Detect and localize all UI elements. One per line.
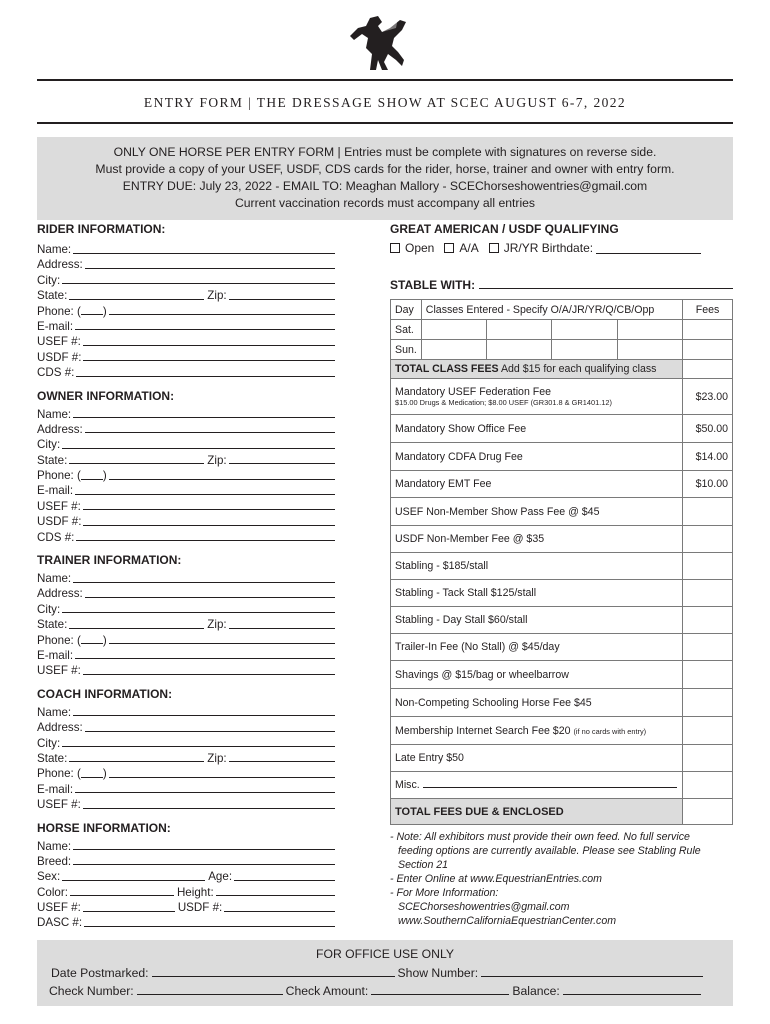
total-class-fees-amount[interactable] [683, 360, 733, 379]
fee-amount[interactable] [683, 717, 733, 745]
fee-row [391, 553, 733, 580]
top-rule [37, 79, 733, 81]
note-line: feeding options are currently available. Please see Stabling Rule [398, 845, 701, 857]
rider-city-field[interactable]: City: [37, 273, 335, 288]
notes [390, 830, 733, 928]
notice-line: ONLY ONE HORSE PER ENTRY FORM | Entries must be complete with signatures on reverse side. [113, 145, 657, 159]
notice-line: ENTRY DUE: July 23, 2022 - EMAIL TO: Meaghan Mallory - SCEChorseshowentries@gmail.com [122, 179, 648, 193]
owner-name-field[interactable]: Name: [37, 407, 335, 422]
table-header-row [391, 300, 733, 320]
trainer-state-zip-field[interactable]: State: Zip: [37, 617, 335, 632]
owner-usdf-field[interactable]: USDF #: [37, 514, 335, 529]
sun-row [391, 340, 733, 360]
fee-cell[interactable] [683, 340, 733, 360]
day-header: Day [391, 300, 422, 320]
fee-amount[interactable] [683, 553, 733, 580]
fee-row [391, 580, 733, 607]
misc-amount[interactable] [683, 772, 733, 799]
fee-amount: $14.00 [683, 443, 733, 471]
winged-horse-logo-icon [348, 14, 410, 72]
fee-row [391, 607, 733, 634]
owner-usef-field[interactable]: USEF #: [37, 499, 335, 514]
owner-state-zip-field[interactable]: State: Zip: [37, 453, 335, 468]
fees-header: Fees [683, 300, 733, 320]
fee-label: Mandatory EMT Fee [391, 471, 683, 498]
fee-row [391, 689, 733, 717]
office-heading: FOR OFFICE USE ONLY [316, 947, 454, 961]
horse-name-field[interactable]: Name: [37, 839, 335, 854]
fee-label: Stabling - Day Stall $60/stall [391, 607, 683, 634]
total-class-fees-row [391, 360, 733, 379]
day-cell: Sat. [391, 320, 422, 340]
fee-label: Mandatory USEF Federation Fee $15.00 Drugs & Medication; $8.00 USEF (GR301.8 & GR1401.12) [391, 379, 683, 415]
horse-breed-field[interactable]: Breed: [37, 854, 335, 869]
open-checkbox[interactable] [390, 243, 400, 253]
rider-name-field[interactable]: Name: [37, 242, 335, 257]
fee-amount[interactable] [683, 661, 733, 689]
total-due-amount[interactable] [683, 799, 733, 825]
trainer-address-field[interactable]: Address: [37, 586, 335, 601]
stable-with-field[interactable]: STABLE WITH: [390, 278, 733, 292]
office-row-2 [37, 982, 733, 1000]
office-row-1 [37, 964, 733, 982]
trainer-usef-field[interactable]: USEF #: [37, 663, 335, 678]
check-number-field[interactable] [137, 982, 283, 995]
jr-yr-option[interactable]: JR/YR Birthdate: [489, 241, 701, 255]
fee-label: USEF Non-Member Show Pass Fee @ $45 [391, 498, 683, 526]
fee-amount[interactable] [683, 498, 733, 526]
notice-line: Must provide a copy of your USEF, USDF, CDS cards for the rider, horse, trainer and owner with entry form. [95, 162, 675, 176]
horse-dasc-field[interactable]: DASC #: [37, 915, 335, 930]
fee-label: Late Entry $50 [391, 745, 683, 772]
trainer-phone-field[interactable]: Phone: ( ) [37, 633, 335, 648]
jr-yr-checkbox[interactable] [489, 243, 499, 253]
coach-name-field[interactable]: Name: [37, 705, 335, 720]
coach-heading: COACH INFORMATION: [37, 686, 173, 701]
check-amount-label: Check Amount: [285, 984, 369, 998]
note-line: - For More Information: [390, 887, 499, 899]
owner-city-field[interactable]: City: [37, 437, 335, 452]
owner-cds-field[interactable]: CDS #: [37, 530, 335, 545]
notice-line: Current vaccination records must accompany all entries [234, 196, 536, 210]
rider-heading: RIDER INFORMATION: [37, 222, 166, 236]
note-line: SCEChorseshowentries@gmail.com [398, 901, 570, 913]
open-option[interactable]: Open [390, 241, 434, 255]
date-postmarked-field[interactable] [152, 964, 395, 977]
rider-usdf-field[interactable]: USDF #: [37, 350, 335, 365]
fee-row [391, 379, 733, 415]
fee-label: Non-Competing Schooling Horse Fee $45 [391, 689, 683, 717]
coach-city-field[interactable]: City: [37, 736, 335, 751]
balance-field[interactable] [563, 982, 701, 995]
class-cell[interactable] [617, 340, 682, 360]
sat-row [391, 320, 733, 340]
fee-amount: $23.00 [683, 379, 733, 415]
check-amount-field[interactable] [371, 982, 509, 995]
date-postmarked-label: Date Postmarked: [51, 966, 149, 980]
class-cell[interactable] [487, 320, 552, 340]
fee-amount: $10.00 [683, 471, 733, 498]
horse-color-height-field[interactable]: Color: Height: [37, 885, 335, 900]
fee-label: Stabling - $185/stall [391, 553, 683, 580]
trainer-heading: TRAINER INFORMATION: [37, 553, 182, 568]
fee-row [391, 443, 733, 471]
note-line: - Enter Online at www.EquestrianEntries.com [390, 873, 602, 885]
fee-label: Stabling - Tack Stall $125/stall [391, 580, 683, 607]
balance-label: Balance: [512, 984, 560, 998]
aa-checkbox[interactable] [444, 243, 454, 253]
fee-label: Mandatory CDFA Drug Fee [391, 443, 683, 471]
office-use-box [37, 940, 733, 1006]
rider-cds-field[interactable]: CDS #: [37, 365, 335, 380]
fee-row [391, 415, 733, 443]
fee-row [391, 526, 733, 553]
note-line: Section 21 [398, 859, 449, 871]
fee-amount[interactable] [683, 689, 733, 717]
owner-heading: OWNER INFORMATION: [37, 388, 175, 403]
trainer-email-field[interactable]: E-mail: [37, 648, 335, 663]
rider-usef-field[interactable]: USEF #: [37, 334, 335, 349]
fee-amount[interactable] [683, 607, 733, 634]
coach-email-field[interactable]: E-mail: [37, 782, 335, 797]
fee-amount[interactable] [683, 634, 733, 661]
rider-state-zip-field[interactable]: State: Zip: [37, 288, 335, 303]
coach-address-field[interactable]: Address: [37, 720, 335, 735]
fee-amount: $50.00 [683, 415, 733, 443]
note-line: - Note: All exhibitors must provide their own feed. No full service [390, 831, 690, 843]
fee-row [391, 471, 733, 498]
title-rule [37, 122, 733, 124]
class-cell[interactable] [552, 340, 617, 360]
fee-row [391, 717, 733, 745]
class-cell[interactable] [487, 340, 552, 360]
fee-label: USDF Non-Member Fee @ $35 [391, 526, 683, 553]
class-cell[interactable] [552, 320, 617, 340]
class-cell[interactable] [617, 320, 682, 340]
misc-row [391, 772, 733, 799]
birthdate-field[interactable] [596, 243, 701, 254]
owner-email-field[interactable]: E-mail: [37, 483, 335, 498]
horse-sex-age-field[interactable]: Sex: Age: [37, 869, 335, 884]
total-due-label: TOTAL FEES DUE & ENCLOSED [391, 799, 683, 825]
fee-label: Shavings @ $15/bag or wheelbarrow [391, 661, 683, 689]
qualifying-options [390, 238, 733, 258]
show-number-field[interactable] [481, 964, 703, 977]
rider-phone-field[interactable]: Phone: ( ) [37, 304, 335, 319]
fee-row [391, 661, 733, 689]
coach-state-zip-field[interactable]: State: Zip: [37, 751, 335, 766]
trainer-city-field[interactable]: City: [37, 602, 335, 617]
horse-usef-usdf-field[interactable]: USEF #: USDF #: [37, 900, 335, 915]
total-due-row [391, 799, 733, 825]
qualifying-heading: GREAT AMERICAN / USDF QUALIFYING [390, 222, 619, 236]
class-cell[interactable] [421, 320, 486, 340]
aa-option[interactable]: A/A [444, 241, 478, 255]
personal-info-column [37, 220, 335, 931]
fee-row [391, 634, 733, 661]
form-title: ENTRY FORM | THE DRESSAGE SHOW AT SCEC AUGUST 6-7, 2022 [143, 95, 627, 110]
show-number-label: Show Number: [397, 966, 479, 980]
day-cell: Sun. [391, 340, 422, 360]
trainer-name-field[interactable]: Name: [37, 571, 335, 586]
horse-heading: HORSE INFORMATION: [37, 820, 171, 835]
fee-row [391, 745, 733, 772]
fee-label: Membership Internet Search Fee $20 (if no cards with entry) [391, 717, 683, 745]
fee-label: Trailer-In Fee (No Stall) @ $45/day [391, 634, 683, 661]
rider-email-field[interactable]: E-mail: [37, 319, 335, 334]
total-class-fees-label: TOTAL CLASS FEES Add $15 for each qualifying class [391, 360, 683, 379]
fee-amount[interactable] [683, 526, 733, 553]
fees-table [390, 299, 733, 825]
fee-row [391, 498, 733, 526]
fee-amount[interactable] [683, 745, 733, 772]
check-number-label: Check Number: [49, 984, 134, 998]
owner-address-field[interactable]: Address: [37, 422, 335, 437]
fee-cell[interactable] [683, 320, 733, 340]
fee-label: Mandatory Show Office Fee [391, 415, 683, 443]
rider-address-field[interactable]: Address: [37, 257, 335, 272]
note-line: www.SouthernCaliforniaEquestrianCenter.com [398, 915, 617, 927]
coach-phone-field[interactable]: Phone: ( ) [37, 766, 335, 781]
misc-label[interactable]: Misc. [391, 772, 683, 799]
classes-header: Classes Entered - Specify O/A/JR/YR/Q/CB/Opp [421, 300, 682, 320]
class-cell[interactable] [421, 340, 486, 360]
coach-usef-field[interactable]: USEF #: [37, 797, 335, 812]
entry-notice [37, 137, 733, 220]
entry-fees-column [390, 220, 733, 927]
owner-phone-field[interactable]: Phone: ( ) [37, 468, 335, 483]
fee-amount[interactable] [683, 580, 733, 607]
